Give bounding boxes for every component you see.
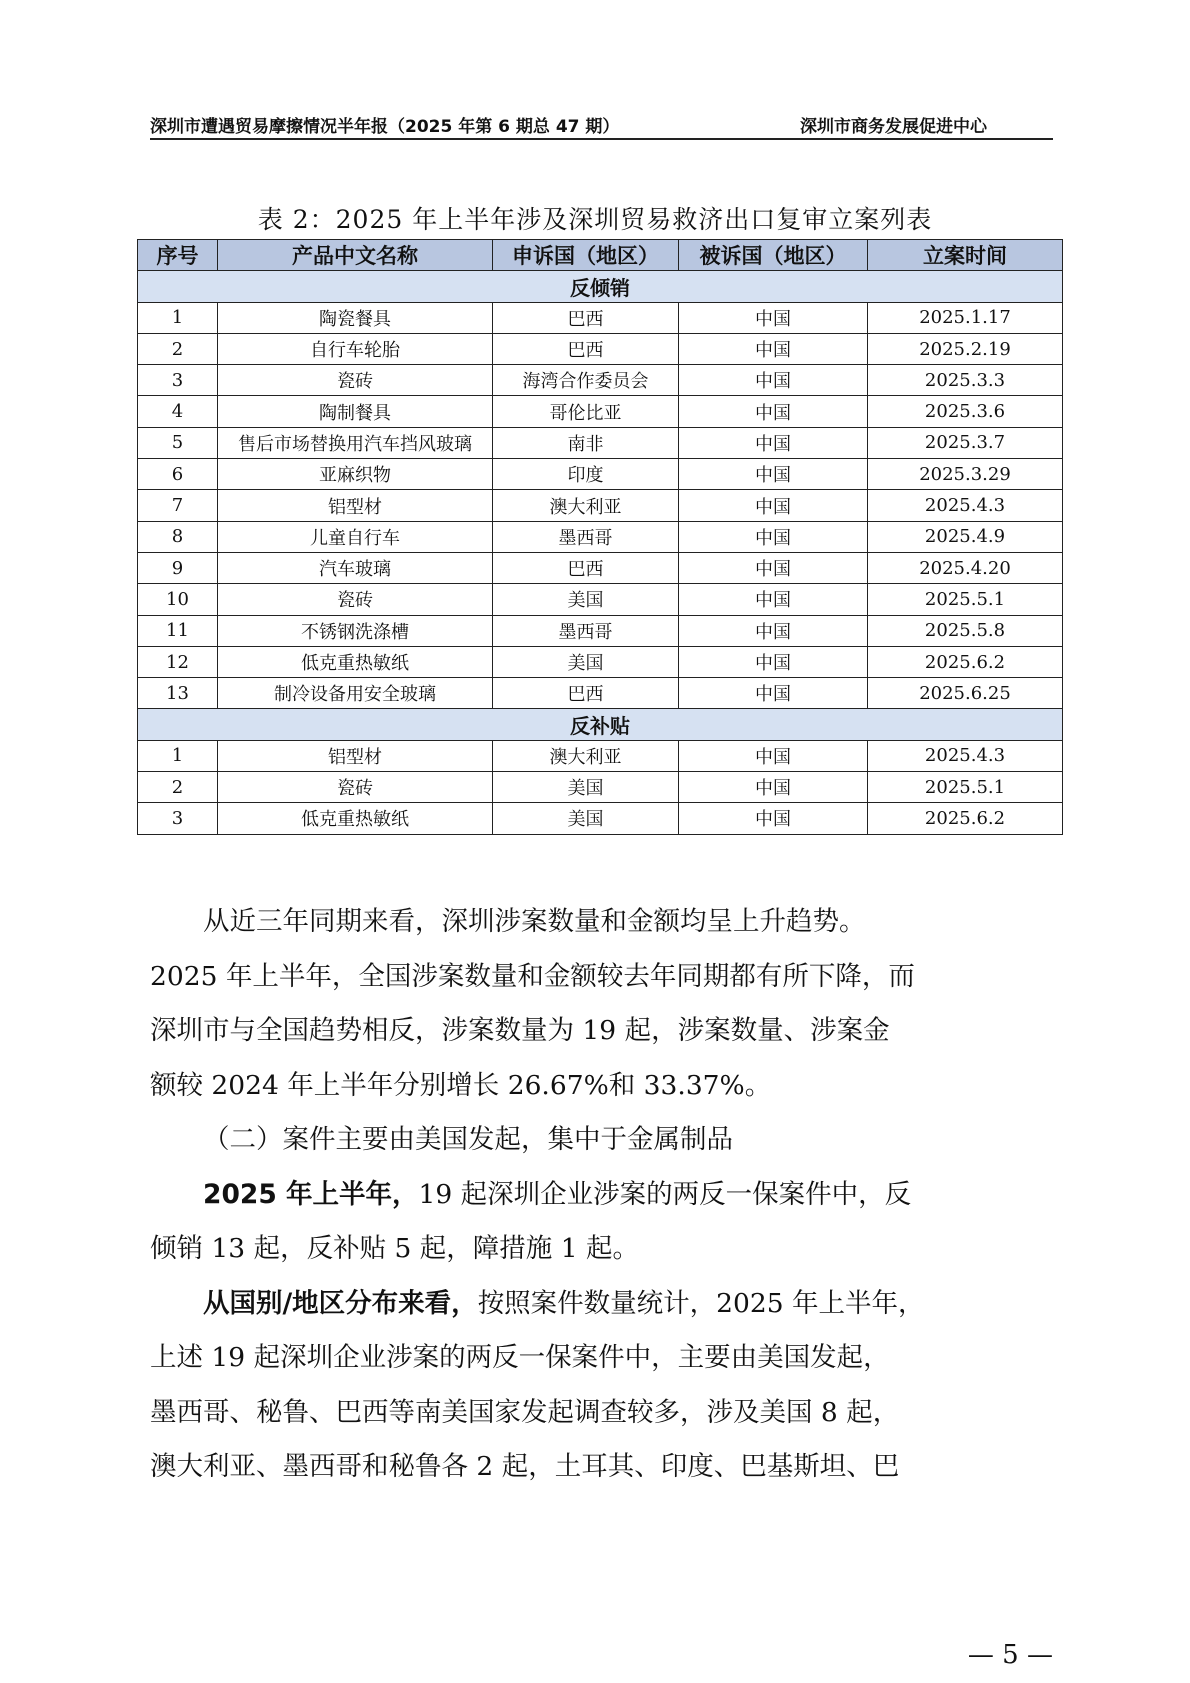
- column-header-respondent: 被诉国（地区）: [679, 240, 868, 271]
- cell-date: 2025.2.19: [868, 333, 1063, 364]
- cell-product: 售后市场替换用汽车挡风玻璃: [218, 427, 493, 458]
- cell-date: 2025.3.7: [868, 427, 1063, 458]
- cell-complainant: 墨西哥: [493, 521, 679, 552]
- body-text: [150, 895, 1050, 1495]
- review-case-table: [137, 239, 1063, 835]
- cell-product: 瓷砖: [218, 584, 493, 615]
- paragraph-trend-line-2: 2025 年上半年，全国涉案数量和金额较去年同期都有所下降，而: [150, 960, 915, 992]
- paragraph-region-lead: 从国别/地区分布来看，: [203, 1287, 478, 1319]
- cell-respondent: 中国: [679, 302, 868, 333]
- cell-complainant: 巴西: [493, 678, 679, 709]
- cell-respondent: 中国: [679, 646, 868, 677]
- cell-index: 13: [138, 678, 218, 709]
- cell-complainant: 美国: [493, 646, 679, 677]
- subheading-section-2: （二）案件主要由美国发起，集中于金属制品: [203, 1124, 733, 1155]
- paragraph-trend-line-4: 额较 2024 年上半年分别增长 26.67%和 33.37%。: [150, 1069, 772, 1101]
- paragraph-region-line-2: 上述 19 起深圳企业涉案的两反一保案件中，主要由美国发起，: [150, 1342, 890, 1373]
- cell-index: 9: [138, 552, 218, 583]
- cell-product: 儿童自行车: [218, 521, 493, 552]
- table-row: [138, 490, 1063, 521]
- cell-respondent: 中国: [679, 803, 868, 834]
- cell-respondent: 中国: [679, 584, 868, 615]
- header-organization: 深圳市商务发展促进中心: [800, 117, 987, 137]
- header-report-title: 深圳市遭遇贸易摩擦情况半年报（2025 年第 6 期总 47 期）: [150, 117, 620, 137]
- cell-date: 2025.5.1: [868, 772, 1063, 803]
- cell-index: 1: [138, 740, 218, 771]
- table-row: [138, 552, 1063, 583]
- cell-respondent: 中国: [679, 459, 868, 490]
- cell-complainant: 墨西哥: [493, 615, 679, 646]
- cell-respondent: 中国: [679, 615, 868, 646]
- cell-product: 铝型材: [218, 490, 493, 521]
- cell-respondent: 中国: [679, 740, 868, 771]
- table-row: [138, 584, 1063, 615]
- column-header-index: 序号: [138, 240, 218, 271]
- cell-product: 铝型材: [218, 740, 493, 771]
- cell-date: 2025.3.3: [868, 365, 1063, 396]
- paragraph-region-line-4: 澳大利亚、墨西哥和秘鲁各 2 起，土耳其、印度、巴基斯坦、巴: [150, 1451, 900, 1482]
- cell-product: 自行车轮胎: [218, 333, 493, 364]
- cell-date: 2025.3.29: [868, 459, 1063, 490]
- table-section-row: [138, 709, 1063, 740]
- table-row: [138, 803, 1063, 834]
- running-header: [150, 112, 1053, 140]
- table-body: [138, 271, 1063, 834]
- cell-complainant: 巴西: [493, 333, 679, 364]
- cell-complainant: 巴西: [493, 302, 679, 333]
- column-header-complainant: 申诉国（地区）: [493, 240, 679, 271]
- section-title: 反补贴: [138, 709, 1063, 740]
- cell-product: 汽车玻璃: [218, 552, 493, 583]
- paragraph-case-types-text: 19 起深圳企业涉案的两反一保案件中，反: [418, 1178, 912, 1210]
- table-row: [138, 427, 1063, 458]
- cell-complainant: 澳大利亚: [493, 740, 679, 771]
- cell-respondent: 中国: [679, 396, 868, 427]
- cell-product: 制冷设备用安全玻璃: [218, 678, 493, 709]
- cell-date: 2025.6.2: [868, 646, 1063, 677]
- cell-complainant: 哥伦比亚: [493, 396, 679, 427]
- cell-respondent: 中国: [679, 333, 868, 364]
- page-number: — 5 —: [967, 1640, 1053, 1670]
- cell-index: 5: [138, 427, 218, 458]
- cell-respondent: 中国: [679, 490, 868, 521]
- cell-index: 1: [138, 302, 218, 333]
- cell-date: 2025.4.3: [868, 740, 1063, 771]
- paragraph-region-line-3: 墨西哥、秘鲁、巴西等南美国家发起调查较多，涉及美国 8 起，: [150, 1396, 900, 1428]
- paragraph-trend-line-1: 从近三年同期来看，深圳涉案数量和金额均呈上升趋势。: [203, 906, 866, 937]
- cell-date: 2025.6.2: [868, 803, 1063, 834]
- table-row: [138, 521, 1063, 552]
- cell-index: 2: [138, 772, 218, 803]
- cell-date: 2025.5.1: [868, 584, 1063, 615]
- paragraph-case-types-line-2: 倾销 13 起，反补贴 5 起，障措施 1 起。: [150, 1233, 639, 1264]
- cell-product: 低克重热敏纸: [218, 803, 493, 834]
- cell-date: 2025.3.6: [868, 396, 1063, 427]
- cell-complainant: 美国: [493, 584, 679, 615]
- cell-complainant: 美国: [493, 803, 679, 834]
- paragraph-trend-line-3: 深圳市与全国趋势相反，涉案数量为 19 起，涉案数量、涉案金: [150, 1015, 890, 1046]
- cell-date: 2025.1.17: [868, 302, 1063, 333]
- cell-index: 7: [138, 490, 218, 521]
- cell-complainant: 印度: [493, 459, 679, 490]
- cell-date: 2025.4.20: [868, 552, 1063, 583]
- paragraph-case-types-lead: 2025 年上半年，: [203, 1178, 419, 1210]
- column-header-product: 产品中文名称: [218, 240, 493, 271]
- cell-respondent: 中国: [679, 678, 868, 709]
- table-section-row: [138, 271, 1063, 302]
- table-row: [138, 365, 1063, 396]
- cell-product: 瓷砖: [218, 772, 493, 803]
- cell-date: 2025.6.25: [868, 678, 1063, 709]
- cell-index: 4: [138, 396, 218, 427]
- cell-date: 2025.5.8: [868, 615, 1063, 646]
- table-caption: 表 2：2025 年上半年涉及深圳贸易救济出口复审立案列表: [257, 205, 933, 234]
- table-row: [138, 333, 1063, 364]
- table-row: [138, 396, 1063, 427]
- cell-product: 亚麻织物: [218, 459, 493, 490]
- cell-index: 2: [138, 333, 218, 364]
- cell-respondent: 中国: [679, 521, 868, 552]
- table-row: [138, 678, 1063, 709]
- cell-complainant: 南非: [493, 427, 679, 458]
- cell-date: 2025.4.3: [868, 490, 1063, 521]
- cell-index: 10: [138, 584, 218, 615]
- paragraph-region-text: 按照案件数量统计，2025 年上半年，: [477, 1287, 925, 1319]
- cell-product: 瓷砖: [218, 365, 493, 396]
- cell-date: 2025.4.9: [868, 521, 1063, 552]
- table-row: [138, 646, 1063, 677]
- paragraph-region-line-1: [150, 1277, 1050, 1332]
- cell-respondent: 中国: [679, 427, 868, 458]
- table-row: [138, 740, 1063, 771]
- cell-respondent: 中国: [679, 552, 868, 583]
- cell-index: 3: [138, 365, 218, 396]
- table-row: [138, 615, 1063, 646]
- cell-product: 不锈钢洗涤槽: [218, 615, 493, 646]
- cell-respondent: 中国: [679, 365, 868, 396]
- table-row: [138, 302, 1063, 333]
- cell-index: 12: [138, 646, 218, 677]
- column-header-date: 立案时间: [868, 240, 1063, 271]
- cell-complainant: 巴西: [493, 552, 679, 583]
- cell-product: 陶制餐具: [218, 396, 493, 427]
- cell-index: 3: [138, 803, 218, 834]
- cell-complainant: 美国: [493, 772, 679, 803]
- cell-product: 低克重热敏纸: [218, 646, 493, 677]
- cell-index: 11: [138, 615, 218, 646]
- paragraph-case-types-line-1: [150, 1168, 1050, 1223]
- section-title: 反倾销: [138, 271, 1063, 302]
- cell-index: 8: [138, 521, 218, 552]
- cell-complainant: 海湾合作委员会: [493, 365, 679, 396]
- table-row: [138, 772, 1063, 803]
- cell-respondent: 中国: [679, 772, 868, 803]
- table-row: [138, 459, 1063, 490]
- cell-product: 陶瓷餐具: [218, 302, 493, 333]
- cell-complainant: 澳大利亚: [493, 490, 679, 521]
- table-header-row: [138, 240, 1063, 271]
- cell-index: 6: [138, 459, 218, 490]
